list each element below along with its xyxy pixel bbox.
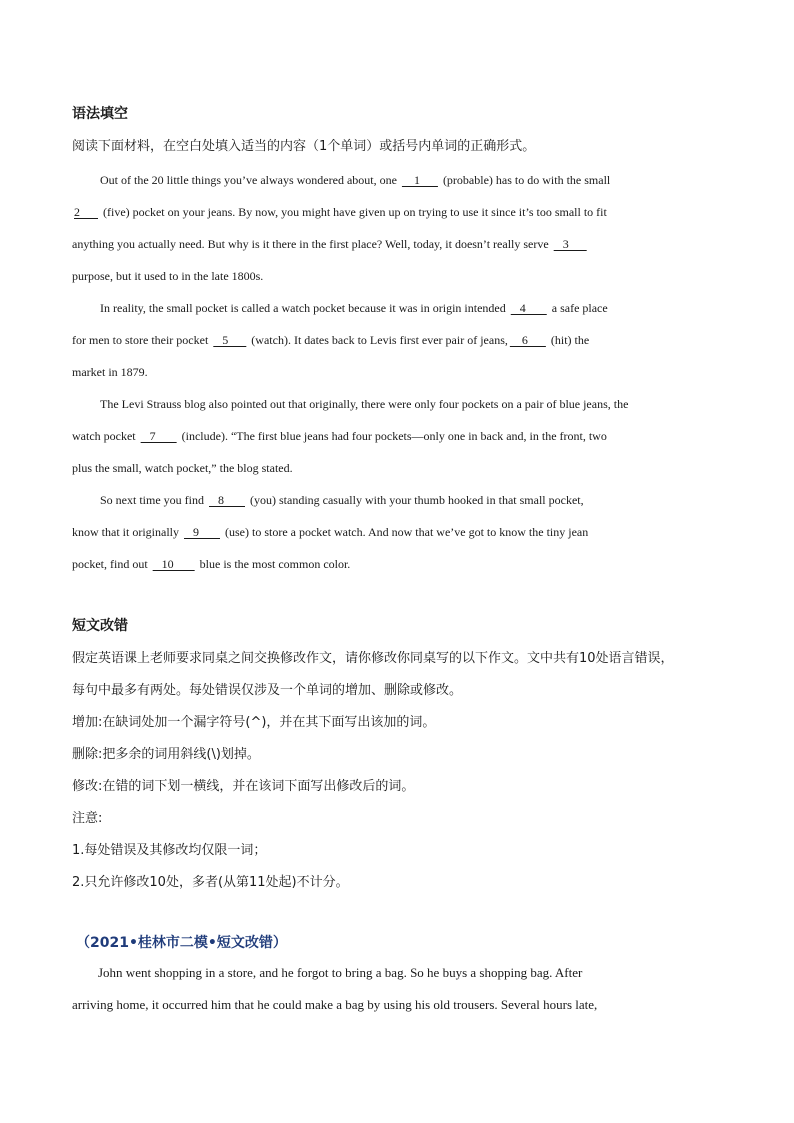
correction-line-5: 修改:在错的词下划一横线，并在该词下面写出修改后的词。 bbox=[72, 779, 415, 794]
grammar-line-7: market in 1879. bbox=[72, 365, 148, 379]
grammar-line-12: know that it originally 9 (use) to store a pocket watch. And now that we’ve got to know the tiny jean bbox=[72, 525, 589, 539]
grammar-line-8: The Levi Strauss blog also pointed out that originally, there were only four pockets on a pair of blue jeans, the bbox=[100, 397, 629, 411]
correction-line-4: 删除:把多余的词用斜线(\)划掉。 bbox=[72, 747, 260, 762]
grammar-line-11: So next time you find 8 (you) standing casually with your thumb hooked in that small pocket, bbox=[100, 493, 584, 507]
grammar-line-4: purpose, but it used to in the late 1800s. bbox=[72, 269, 264, 283]
correction-line-8: 2.只允许修改10处，多者(从第11处起)不计分。 bbox=[72, 875, 349, 890]
correction-title: 短文改错 bbox=[72, 618, 128, 634]
correction-line-2: 每句中最多有两处。每处错误仅涉及一个单词的增加、删除或修改。 bbox=[72, 683, 463, 698]
exercise-line-2: arriving home, it occurred him that he could make a bag by using his old trousers. Several hours late, bbox=[72, 997, 598, 1012]
blank-8[interactable]: 8 bbox=[209, 493, 245, 507]
grammar-line-3: anything you actually need. But why is it there in the first place? Well, today, it doesn’t really serve 3 bbox=[72, 237, 587, 251]
blank-9[interactable]: 9 bbox=[184, 525, 220, 539]
grammar-instruction: 阅读下面材料，在空白处填入适当的内容（1个单词）或括号内单词的正确形式。 bbox=[72, 139, 536, 154]
blank-6[interactable]: 6 bbox=[509, 333, 546, 347]
grammar-title: 语法填空 bbox=[72, 106, 128, 122]
grammar-line-13: pocket, find out 10 blue is the most common color. bbox=[72, 557, 351, 571]
grammar-line-6: for men to store their pocket 5 (watch). It dates back to Levis first ever pair of jeans, 6 (hit) the bbox=[72, 333, 590, 347]
correction-line-1: 假定英语课上老师要求同桌之间交换修改作文，请你修改你同桌写的以下作文。文中共有10处语言错误， bbox=[72, 651, 674, 666]
grammar-line-5: In reality, the small pocket is called a watch pocket because it was in origin intended 4 a safe place bbox=[100, 301, 608, 315]
blank-7[interactable]: 7 bbox=[140, 429, 177, 443]
grammar-line-9: watch pocket 7 (include). “The first blue jeans had four pockets—only one in back and, in the front, two bbox=[72, 429, 607, 443]
blank-1[interactable]: 1 bbox=[401, 173, 438, 187]
grammar-line-2: 2 (five) pocket on your jeans. By now, you might have given up on trying to use it since it’s too small to fit bbox=[74, 205, 607, 219]
grammar-line-1: Out of the 20 little things you’ve always wondered about, one 1 (probable) has to do with the small bbox=[100, 173, 611, 187]
blank-4[interactable]: 4 bbox=[510, 301, 547, 315]
correction-line-7: 1.每处错误及其修改均仅限一词； bbox=[72, 843, 267, 858]
blank-2[interactable]: 2 bbox=[74, 205, 98, 219]
exercise-source: （2021•桂林市二模•短文改错） bbox=[76, 935, 287, 951]
blank-3[interactable]: 3 bbox=[553, 237, 587, 251]
grammar-line-10: plus the small, watch pocket,” the blog stated. bbox=[72, 461, 293, 475]
blank-5[interactable]: 5 bbox=[213, 333, 247, 347]
correction-line-3: 增加:在缺词处加一个漏字符号(^)，并在其下面写出该加的词。 bbox=[72, 715, 436, 730]
correction-line-6: 注意: bbox=[72, 811, 103, 826]
exercise-line-1: John went shopping in a store, and he forgot to bring a bag. So he buys a shopping bag. After bbox=[98, 965, 583, 980]
blank-10[interactable]: 10 bbox=[152, 557, 195, 571]
